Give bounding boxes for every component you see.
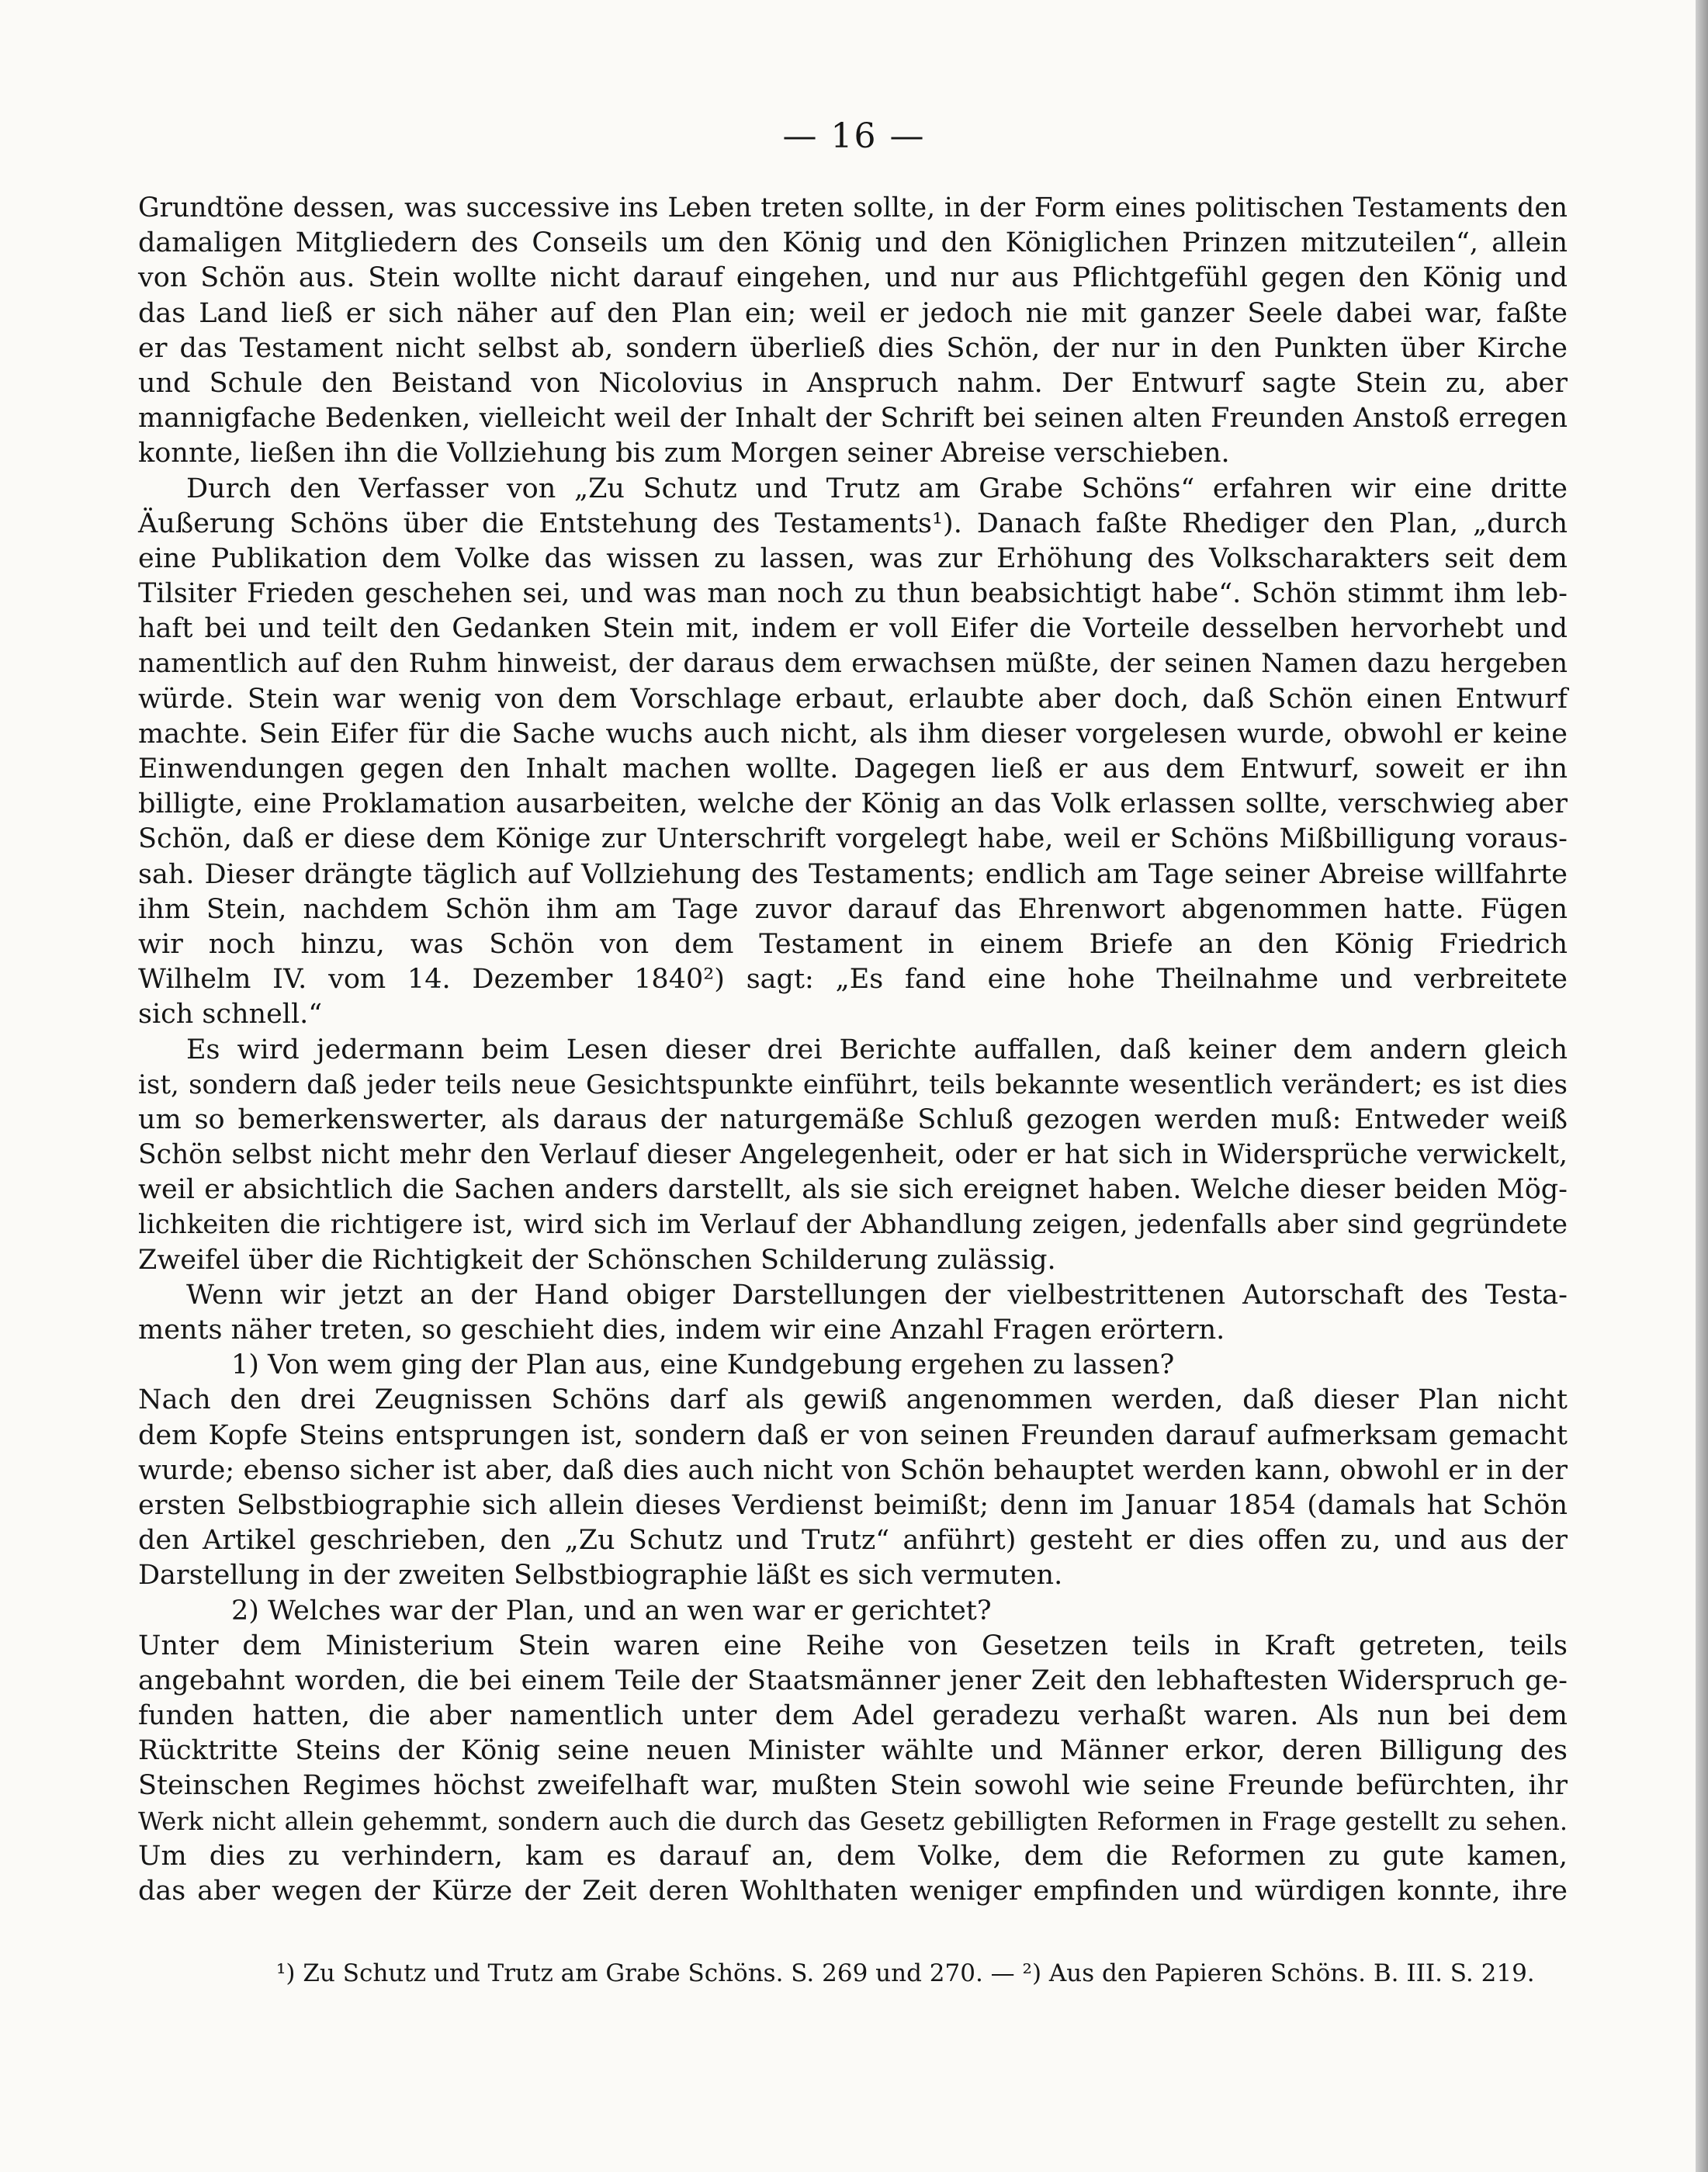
text-line: billigte, eine Proklamation ausarbeiten, welche der König an das Volk erlassen sollte, verschwieg aber	[138, 788, 1568, 820]
text-line: angebahnt worden, die bei einem Teile der Staatsmänner jener Zeit den lebhaftesten Widerspruch ge-	[138, 1665, 1568, 1696]
text-line: eine Publikation dem Volke das wissen zu lassen, was zur Erhöhung des Volkscharakters seit dem	[138, 542, 1568, 574]
text-line: konnte, ließen ihn die Vollziehung bis zum Morgen seiner Abreise verschieben.	[138, 438, 1230, 469]
text-line: dem Kopfe Steins entsprungen ist, sondern daß er von seinen Freunden darauf aufmerksam gemacht	[138, 1419, 1568, 1451]
body-text	[138, 191, 1568, 1909]
text-line: wurde; ebenso sicher ist aber, daß dies auch nicht von Schön behauptet werden kann, obwohl er in der	[138, 1454, 1568, 1486]
text-line: mannigfache Bedenken, vielleicht weil der Inhalt der Schrift bei seinen alten Freunden Anstoß erregen	[138, 403, 1568, 435]
text-line: Einwendungen gegen den Inhalt machen wollte. Dagegen ließ er aus dem Entwurf, soweit er ihn	[138, 753, 1568, 785]
text-line: wir noch hinzu, was Schön von dem Testament in einem Briefe an den König Friedrich	[138, 928, 1568, 960]
text-line: Um dies zu verhindern, kam es darauf an, dem Volke, dem die Reformen zu gute kamen,	[138, 1840, 1568, 1872]
text-line: machte. Sein Eifer für die Sache wuchs auch nicht, als ihm dieser vorgelesen wurde, obwohl er keine	[138, 718, 1568, 750]
text-line: Es wird jedermann beim Lesen dieser drei Berichte auffallen, daß keiner dem andern gleich	[186, 1034, 1568, 1065]
text-line: das aber wegen der Kürze der Zeit deren Wohlthaten weniger empfinden und würdigen konnte, ihre	[138, 1876, 1568, 1907]
text-line: Wenn wir jetzt an der Hand obiger Darstellungen der vielbestrittenen Autorschaft des Testa-	[186, 1279, 1568, 1311]
text-line: Werk nicht allein gehemmt, sondern auch die durch das Gesetz gebilligten Reformen in Frage gestellt zu sehen.	[138, 1806, 1568, 1836]
text-line: ihm Stein, nachdem Schön ihm am Tage zuvor darauf das Ehrenwort abgenommen hatte. Fügen	[138, 893, 1568, 925]
text-line: Grundtöne dessen, was successive ins Leben treten sollte, in der Form eines politischen Testaments den	[138, 192, 1568, 223]
text-line: Nach den drei Zeugnissen Schöns darf als gewiß angenommen werden, daß dieser Plan nicht	[138, 1384, 1568, 1416]
text-line: ist, sondern daß jeder teils neue Gesichtspunkte einführt, teils bekannte wesentlich verändert; es ist dies	[138, 1069, 1568, 1100]
text-line: Rücktritte Steins der König seine neuen Minister wählte und Männer erkor, deren Billigung des	[138, 1735, 1568, 1767]
text-line: Wilhelm IV. vom 14. Dezember 1840²) sagt: „Es fand eine hohe Theilnahme und verbreitete	[138, 964, 1568, 996]
text-line: sah. Dieser drängte täglich auf Vollziehung des Testaments; endlich am Tage seiner Abreise willfahrte	[138, 858, 1568, 890]
section-question: 1) Von wem ging der Plan aus, eine Kundgebung ergehen zu lassen?	[231, 1349, 1175, 1381]
text-line: Zweifel über die Richtigkeit der Schönschen Schilderung zulässig.	[138, 1244, 1056, 1276]
text-line: Schön selbst nicht mehr den Verlauf dieser Angelegenheit, oder er hat sich in Widersprüche verwickelt,	[138, 1139, 1568, 1171]
page-edge	[1696, 0, 1708, 2172]
text-line: weil er absichtlich die Sachen anders darstellt, als sie sich ereignet haben. Welche dieser beiden Mög-	[138, 1174, 1568, 1206]
text-line: Äußerung Schöns über die Entstehung des Testaments¹). Danach faßte Rhediger den Plan, „durch	[138, 507, 1568, 539]
text-line: den Artikel geschrieben, den „Zu Schutz und Trutz“ anführt) gesteht er dies offen zu, und aus der	[138, 1525, 1568, 1557]
text-line: funden hatten, die aber namentlich unter dem Adel geradezu verhaßt waren. Als nun bei dem	[138, 1700, 1568, 1732]
section-question: 2) Welches war der Plan, und an wen war er gerichtet?	[231, 1595, 992, 1626]
text-line: namentlich auf den Ruhm hinweist, der daraus dem erwachsen müßte, der seinen Namen dazu hergeben	[138, 648, 1568, 680]
text-line: und Schule den Beistand von Nicolovius in Anspruch nahm. Der Entwurf sagte Stein zu, aber	[138, 367, 1568, 399]
text-line: würde. Stein war wenig von dem Vorschlage erbaut, erlaubte aber doch, daß Schön einen Entwurf	[138, 683, 1568, 715]
text-line: Tilsiter Frieden geschehen sei, und was man noch zu thun beabsichtigt habe“. Schön stimmt ihm leb-	[138, 578, 1568, 610]
page-number: — 16 —	[782, 116, 926, 156]
text-line: er das Testament nicht selbst ab, sondern überließ dies Schön, der nur in den Punkten über Kirche	[138, 332, 1568, 364]
text-line: ments näher treten, so geschieht dies, indem wir eine Anzahl Fragen erörtern.	[138, 1315, 1225, 1346]
footnote: ¹) Zu Schutz und Trutz am Grabe Schöns. S. 269 und 270. — ²) Aus den Papieren Schöns. B. III. S. 219.	[276, 1959, 1535, 1987]
text-line: damaligen Mitgliedern des Conseils um den König und den Königlichen Prinzen mitzuteilen“, allein	[138, 227, 1568, 259]
text-line: haft bei und teilt den Gedanken Stein mit, indem er voll Eifer die Vorteile desselben hervorhebt und	[138, 613, 1568, 645]
text-line: Schön, daß er diese dem Könige zur Unterschrift vorgelegt habe, weil er Schöns Mißbilligung voraus-	[138, 823, 1568, 855]
text-line: ersten Selbstbiographie sich allein dieses Verdienst beimißt; denn im Januar 1854 (damals hat Schön	[138, 1489, 1568, 1521]
text-line: lichkeiten die richtigere ist, wird sich im Verlauf der Abhandlung zeigen, jedenfalls aber sind gegründete	[138, 1209, 1568, 1241]
text-line: von Schön aus. Stein wollte nicht darauf eingehen, und nur aus Pflichtgefühl gegen den König und	[138, 262, 1568, 294]
text-line: Darstellung in der zweiten Selbstbiographie läßt es sich vermuten.	[138, 1560, 1063, 1592]
text-line: um so bemerkenswerter, als daraus der naturgemäße Schluß gezogen werden muß: Entweder weiß	[138, 1103, 1568, 1135]
text-line: Unter dem Ministerium Stein waren eine Reihe von Gesetzen teils in Kraft getreten, teils	[138, 1630, 1568, 1661]
text-line: das Land ließ er sich näher auf den Plan ein; weil er jedoch nie mit ganzer Seele dabei war, faßte	[138, 297, 1568, 329]
text-line: Steinschen Regimes höchst zweifelhaft war, mußten Stein sowohl wie seine Freunde befürchten, ihr	[138, 1770, 1568, 1802]
text-line: Durch den Verfasser von „Zu Schutz und Trutz am Grabe Schöns“ erfahren wir eine dritte	[186, 473, 1568, 504]
text-line: sich schnell.“	[138, 999, 323, 1031]
